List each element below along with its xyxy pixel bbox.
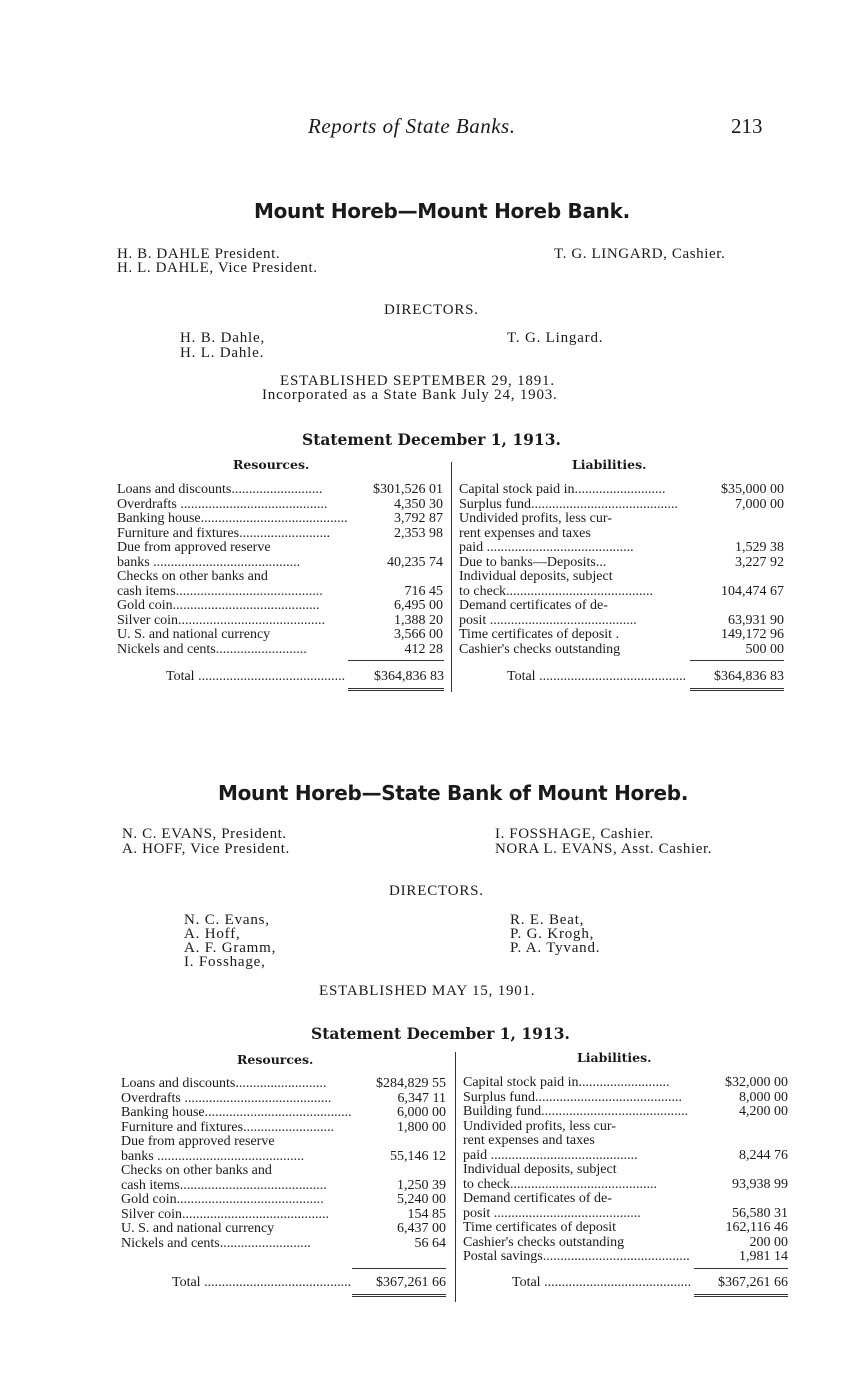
- row-amount: $301,526 01: [373, 482, 443, 497]
- row-label: Cashier's checks outstanding: [459, 641, 621, 657]
- row-label: Furniture and fixtures..........................: [117, 525, 331, 541]
- row-amount: 7,000 00: [735, 496, 784, 512]
- bank2-title: Mount Horeb—State Bank of Mount Horeb.: [218, 781, 689, 805]
- row-label: Capital stock paid in..........................: [459, 482, 666, 497]
- table-row: [117, 555, 443, 569]
- bank2-resources-table: [121, 1076, 446, 1251]
- row-amount: 104,474 67: [721, 583, 784, 599]
- table-row: [463, 1177, 788, 1191]
- row-amount: 6,000 00: [397, 1105, 446, 1120]
- total-label: Total ..........................................: [166, 669, 346, 684]
- bank1-liabilities-heading: Liabilities.: [572, 457, 647, 472]
- row-label: Banking house..........................................: [117, 511, 348, 526]
- row-amount: $32,000 00: [725, 1075, 788, 1090]
- bank2-resources-double-rule: [352, 1294, 446, 1297]
- table-row: [459, 584, 784, 598]
- table-row: [121, 1178, 446, 1192]
- table-row: [117, 627, 443, 641]
- row-label: U. S. and national currency: [121, 1221, 275, 1236]
- row-amount: 55,146 12: [390, 1148, 446, 1164]
- table-row: [459, 540, 784, 554]
- row-amount: 6,495 00: [394, 598, 443, 613]
- bank1-title: Mount Horeb—Mount Horeb Bank.: [254, 199, 630, 223]
- table-row: [463, 1191, 788, 1205]
- row-label: rent expenses and taxes: [459, 525, 591, 541]
- bank1-resources-double-rule: [348, 688, 444, 691]
- table-row: [463, 1075, 788, 1089]
- table-row: [459, 642, 784, 656]
- bank1-liabilities-double-rule: [690, 688, 784, 691]
- table-row: [459, 555, 784, 569]
- total-label: Total ..........................................: [172, 1275, 352, 1290]
- row-label: Due to banks—Deposits...: [459, 554, 607, 570]
- row-amount: 149,172 96: [721, 627, 784, 642]
- table-row: [463, 1148, 788, 1162]
- table-row: [459, 482, 784, 496]
- table-row: [459, 569, 784, 583]
- row-amount: 8,000 00: [739, 1089, 788, 1105]
- bank2-statement-title: Statement December 1, 1913.: [311, 1024, 570, 1043]
- row-amount: 56,580 31: [732, 1205, 788, 1221]
- row-label: cash items..........................................: [117, 583, 323, 599]
- row-amount: 63,931 90: [728, 612, 784, 628]
- row-amount: 154 85: [407, 1206, 446, 1222]
- row-label: Due from approved reserve: [121, 1134, 275, 1149]
- row-amount: 56 64: [414, 1235, 446, 1251]
- bank2-liabilities-double-rule: [694, 1294, 788, 1297]
- table-row: [463, 1220, 788, 1234]
- row-label: banks ..........................................: [117, 554, 301, 570]
- row-label: Demand certificates of de-: [463, 1191, 612, 1206]
- bank1-officer-left-2: H. L. DAHLE, Vice President.: [117, 260, 318, 276]
- table-row: [121, 1207, 446, 1221]
- row-label: posit ..........................................: [463, 1205, 641, 1221]
- bank1-officer-right-1: T. G. LINGARD, Cashier.: [554, 246, 726, 262]
- bank1-established: ESTABLISHED SEPTEMBER 29, 1891.: [280, 373, 555, 389]
- bank2-liabilities-table: [463, 1075, 788, 1265]
- row-label: paid ..........................................: [463, 1147, 638, 1163]
- total-row: [512, 1275, 788, 1289]
- table-row: [459, 511, 784, 525]
- row-label: Demand certificates of de-: [459, 598, 608, 613]
- bank2-officer-right-2: NORA L. EVANS, Asst. Cashier.: [495, 841, 713, 857]
- bank2-column-divider: [455, 1052, 456, 1302]
- row-label: Due from approved reserve: [117, 540, 271, 555]
- table-row: [459, 598, 784, 612]
- table-row: [463, 1206, 788, 1220]
- bank1-resources-heading: Resources.: [233, 457, 310, 472]
- row-label: Gold coin..........................................: [121, 1192, 324, 1207]
- bank1-liabilities-total-rule: [690, 660, 784, 661]
- row-label: Loans and discounts..........................: [121, 1076, 327, 1091]
- row-label: Undivided profits, less cur-: [463, 1118, 616, 1134]
- row-label: Silver coin..........................................: [121, 1206, 330, 1222]
- running-title: Reports of State Banks.: [308, 114, 516, 138]
- row-amount: 40,235 74: [387, 554, 443, 570]
- row-label: Time certificates of deposit .: [459, 627, 620, 642]
- total-row: [172, 1275, 446, 1289]
- row-label: paid ..........................................: [459, 540, 634, 555]
- bank1-resources-table: [117, 482, 443, 657]
- row-amount: 3,227 92: [735, 554, 784, 570]
- bank1-resources-total-rule: [348, 660, 444, 661]
- row-amount: 4,200 00: [739, 1104, 788, 1119]
- row-label: Loans and discounts..........................: [117, 482, 323, 497]
- bank1-officer-left-1: H. B. DAHLE President.: [117, 246, 281, 262]
- bank1-director-left-2: H. L. Dahle.: [180, 345, 265, 361]
- table-row: [121, 1163, 446, 1177]
- row-amount: $35,000 00: [721, 482, 784, 497]
- table-row: [459, 627, 784, 641]
- row-label: to check..........................................: [459, 583, 654, 599]
- row-amount: 716 45: [404, 583, 443, 599]
- row-label: Silver coin..........................................: [117, 612, 326, 628]
- row-label: Gold coin..........................................: [117, 598, 320, 613]
- table-row: [121, 1134, 446, 1148]
- row-label: Checks on other banks and: [121, 1163, 272, 1178]
- page-number: 213: [731, 114, 763, 138]
- row-label: Furniture and fixtures..........................: [121, 1119, 335, 1135]
- table-row: [121, 1091, 446, 1105]
- table-row: [121, 1149, 446, 1163]
- row-amount: $284,829 55: [376, 1076, 446, 1091]
- table-row: [117, 540, 443, 554]
- total-amount: $364,836 83: [374, 669, 444, 684]
- total-row: [507, 669, 784, 683]
- row-label: banks ..........................................: [121, 1148, 305, 1164]
- table-row: [117, 584, 443, 598]
- bank1-statement-title: Statement December 1, 1913.: [302, 430, 561, 449]
- row-label: Cashier's checks outstanding: [463, 1234, 625, 1250]
- row-amount: 4,350 30: [394, 496, 443, 512]
- row-amount: 1,800 00: [397, 1119, 446, 1135]
- table-row: [117, 497, 443, 511]
- bank1-liabilities-table: [459, 482, 784, 657]
- row-label: cash items..........................................: [121, 1177, 327, 1193]
- bank2-officer-left-2: A. HOFF, Vice President.: [122, 841, 290, 857]
- row-label: to check..........................................: [463, 1176, 658, 1192]
- total-amount: $367,261 66: [718, 1275, 788, 1290]
- bank2-liabilities-total: [512, 1275, 788, 1291]
- bank2-resources-heading: Resources.: [237, 1052, 314, 1067]
- row-amount: 5,240 00: [397, 1192, 446, 1207]
- table-row: [463, 1162, 788, 1176]
- bank1-director-right-1: T. G. Lingard.: [507, 330, 604, 346]
- row-label: posit ..........................................: [459, 612, 637, 628]
- bank2-officer-right-1: I. FOSSHAGE, Cashier.: [495, 826, 654, 842]
- table-row: [463, 1133, 788, 1147]
- bank2-director-right-2: P. G. Krogh,: [510, 926, 595, 942]
- bank1-liabilities-total: [507, 669, 784, 685]
- table-row: [121, 1236, 446, 1250]
- table-row: [117, 569, 443, 583]
- table-row: [463, 1119, 788, 1133]
- table-row: [117, 598, 443, 612]
- bank1-director-left-1: H. B. Dahle,: [180, 330, 266, 346]
- bank2-established: ESTABLISHED MAY 15, 1901.: [319, 983, 536, 999]
- table-row: [463, 1104, 788, 1118]
- row-label: Checks on other banks and: [117, 569, 268, 584]
- table-row: [121, 1192, 446, 1206]
- row-amount: 162,116 46: [725, 1220, 788, 1235]
- bank2-officer-left-1: N. C. EVANS, President.: [122, 826, 287, 842]
- row-amount: 1,529 38: [735, 540, 784, 555]
- total-label: Total ..........................................: [512, 1275, 692, 1290]
- row-amount: 8,244 76: [739, 1147, 788, 1163]
- bank2-resources-total-rule: [352, 1268, 446, 1269]
- row-label: Individual deposits, subject: [463, 1162, 617, 1177]
- row-label: Surplus fund..........................................: [463, 1089, 682, 1105]
- row-amount: 1,388 20: [394, 612, 443, 628]
- total-amount: $364,836 83: [714, 669, 784, 684]
- row-amount: 6,347 11: [397, 1090, 446, 1106]
- total-amount: $367,261 66: [376, 1275, 446, 1290]
- total-row: [166, 669, 444, 683]
- table-row: [463, 1249, 788, 1263]
- bank2-director-left-3: A. F. Gramm,: [184, 940, 277, 956]
- bank2-director-right-1: R. E. Beat,: [510, 912, 585, 928]
- table-row: [117, 526, 443, 540]
- row-amount: 93,938 99: [732, 1176, 788, 1192]
- bank2-liabilities-heading: Liabilities.: [577, 1050, 652, 1065]
- table-row: [459, 526, 784, 540]
- row-amount: 500 00: [745, 641, 784, 657]
- bank2-resources-total: [172, 1275, 446, 1291]
- row-label: Overdrafts ..........................................: [117, 496, 328, 512]
- bank2-director-left-2: A. Hoff,: [184, 926, 241, 942]
- table-row: [463, 1235, 788, 1249]
- row-label: Postal savings..........................................: [463, 1249, 690, 1264]
- bank1-directors-heading: DIRECTORS.: [384, 302, 479, 318]
- row-label: Overdrafts ..........................................: [121, 1090, 332, 1106]
- row-label: Nickels and cents..........................: [117, 641, 307, 657]
- row-amount: 6,437 00: [397, 1221, 446, 1236]
- row-label: Banking house..........................................: [121, 1105, 352, 1120]
- table-row: [459, 497, 784, 511]
- table-row: [121, 1076, 446, 1090]
- row-label: Capital stock paid in..........................: [463, 1075, 670, 1090]
- bank1-column-divider: [451, 462, 452, 692]
- table-row: [121, 1221, 446, 1235]
- table-row: [463, 1090, 788, 1104]
- bank2-director-left-1: N. C. Evans,: [184, 912, 270, 928]
- bank2-liabilities-total-rule: [694, 1268, 788, 1269]
- row-label: Undivided profits, less cur-: [459, 511, 612, 526]
- bank2-director-right-3: P. A. Tyvand.: [510, 940, 601, 956]
- bank1-resources-total: [166, 669, 444, 685]
- row-label: Individual deposits, subject: [459, 569, 613, 584]
- row-amount: 200 00: [749, 1234, 788, 1250]
- table-row: [117, 642, 443, 656]
- bank2-directors-heading: DIRECTORS.: [389, 883, 484, 899]
- table-row: [121, 1105, 446, 1119]
- row-amount: 2,353 98: [394, 525, 443, 541]
- row-amount: 3,792 87: [394, 511, 443, 526]
- total-label: Total ..........................................: [507, 669, 687, 684]
- row-label: U. S. and national currency: [117, 627, 271, 642]
- row-amount: 412 28: [404, 641, 443, 657]
- row-label: rent expenses and taxes: [463, 1133, 595, 1148]
- bank1-incorporated: Incorporated as a State Bank July 24, 1903.: [262, 387, 558, 403]
- row-label: Building fund..........................................: [463, 1104, 689, 1119]
- row-amount: 3,566 00: [394, 627, 443, 642]
- row-amount: 1,981 14: [739, 1249, 788, 1264]
- table-row: [117, 482, 443, 496]
- table-row: [459, 613, 784, 627]
- table-row: [117, 511, 443, 525]
- row-label: Time certificates of deposit: [463, 1220, 617, 1235]
- row-label: Nickels and cents..........................: [121, 1235, 311, 1251]
- row-amount: 1,250 39: [397, 1177, 446, 1193]
- row-label: Surplus fund..........................................: [459, 496, 678, 512]
- bank2-director-left-4: I. Fosshage,: [184, 954, 266, 970]
- table-row: [121, 1120, 446, 1134]
- table-row: [117, 613, 443, 627]
